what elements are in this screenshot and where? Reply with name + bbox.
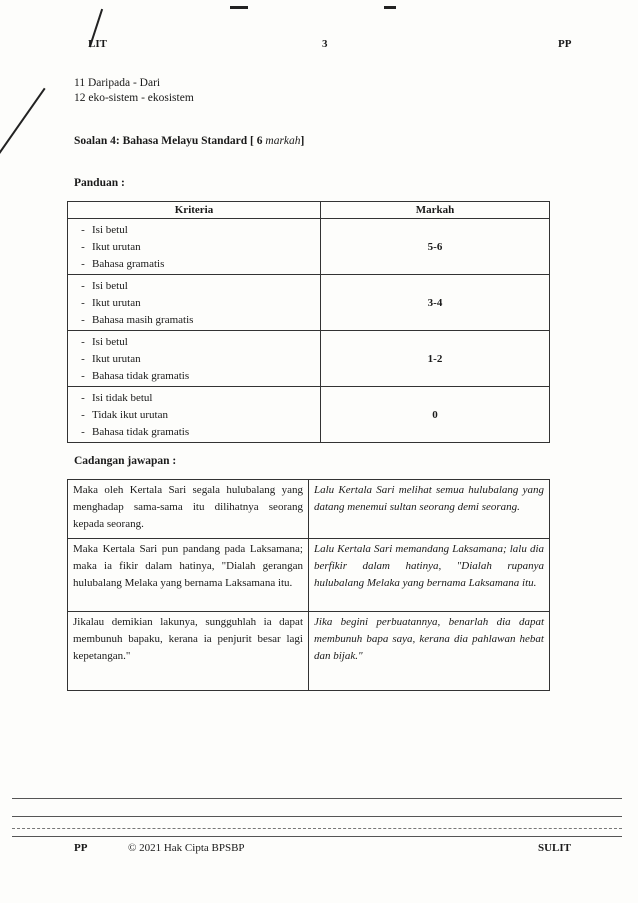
footer-copyright: © 2021 Hak Cipta BPSBP xyxy=(128,842,245,854)
rubric-mark-cell: 5-6 xyxy=(321,219,550,275)
rubric-mark-cell: 1-2 xyxy=(321,331,550,387)
criteria-item: Bahasa masih gramatis xyxy=(92,313,194,326)
header-left: LIT xyxy=(88,38,107,50)
rubric-mark-cell: 3-4 xyxy=(321,275,550,331)
criteria-item: Isi betul xyxy=(92,223,128,236)
answer-row xyxy=(68,539,550,612)
original-text-cell: Jikalau demikian lakunya, sungguhlah ia dapat membunuh bapaku, kerana ia penjurit besar lagi kepetangan." xyxy=(68,612,309,691)
rubric-row xyxy=(68,219,550,275)
answer-row xyxy=(68,612,550,691)
rubric-table xyxy=(67,201,550,443)
rubric-row xyxy=(68,387,550,443)
rubric-mark-cell: 0 xyxy=(321,387,550,443)
section-title-close: ] xyxy=(300,135,305,147)
footer-left: PP xyxy=(74,842,88,854)
criteria-item: Bahasa gramatis xyxy=(92,257,165,270)
criteria-item: Bahasa tidak gramatis xyxy=(92,425,190,438)
suggested-answer-cell: Lalu Kertala Sari melihat semua hulubalang yang datang menemui sultan seorang demi seorang. xyxy=(309,480,550,539)
rubric-header-marks: Markah xyxy=(321,202,550,219)
rubric-row xyxy=(68,331,550,387)
rubric-criteria-cell: - Isi betul - Ikut urutan - Bahasa masih gramatis xyxy=(68,275,321,331)
scan-dash-top-1 xyxy=(230,6,248,9)
section-title xyxy=(74,135,304,147)
rubric-row xyxy=(68,275,550,331)
suggested-answer-cell: Lalu Kertala Sari memandang Laksamana; lalu dia berfikir dalam hatinya, "Dialah rupanya hulubalang Melaka yang bernama Laksamana itu. xyxy=(309,539,550,612)
footer-rule xyxy=(12,836,622,837)
criteria-item: Ikut urutan xyxy=(92,296,141,309)
header-page-number: 3 xyxy=(322,38,328,50)
original-text-cell: Maka oleh Kertala Sari segala hulubalang yang menghadap sama-sama itu dilihatnya seorang kepada seorang. xyxy=(68,480,309,539)
section-title-text: Soalan 4: Bahasa Melayu Standard [ 6 xyxy=(74,135,266,147)
criteria-item: Tidak ikut urutan xyxy=(92,408,168,421)
criteria-item: Isi betul xyxy=(92,279,128,292)
footer-rule xyxy=(12,816,622,817)
rubric-header-criteria: Kriteria xyxy=(68,202,321,219)
vocab-list xyxy=(74,76,194,106)
criteria-item: Ikut urutan xyxy=(92,240,141,253)
panduan-label: Panduan : xyxy=(74,177,125,189)
footer-rule-dashed xyxy=(12,828,622,829)
answers-table xyxy=(67,479,550,691)
answer-row xyxy=(68,480,550,539)
rubric-criteria-cell: - Isi betul - Ikut urutan - Bahasa tidak gramatis xyxy=(68,331,321,387)
criteria-item: Isi betul xyxy=(92,335,128,348)
rubric-header-row xyxy=(68,202,550,219)
vocab-item: 11 Daripada - Dari xyxy=(74,77,161,89)
scan-stroke-left xyxy=(0,88,45,163)
footer-right: SULIT xyxy=(538,842,572,854)
cadangan-label: Cadangan jawapan : xyxy=(74,455,177,467)
criteria-item: Isi tidak betul xyxy=(92,391,153,404)
header-right: PP xyxy=(558,38,572,50)
criteria-item: Ikut urutan xyxy=(92,352,141,365)
rubric-criteria-cell: - Isi betul - Ikut urutan - Bahasa gramatis xyxy=(68,219,321,275)
rubric-criteria-cell: - Isi tidak betul - Tidak ikut urutan - Bahasa tidak gramatis xyxy=(68,387,321,443)
vocab-item: 12 eko-sistem - ekosistem xyxy=(74,92,194,104)
criteria-item: Bahasa tidak gramatis xyxy=(92,369,190,382)
original-text-cell: Maka Kertala Sari pun pandang pada Laksamana; maka ia fikir dalam hatinya, "Dialah gerangan hulubalang Melaka yang bernama Laksamana itu. xyxy=(68,539,309,612)
suggested-answer-cell: Jika begini perbuatannya, benarlah dia dapat membunuh bapa saya, kerana dia pahlawan hebat dan bijak." xyxy=(309,612,550,691)
footer-rule xyxy=(12,798,622,799)
scan-dash-top-2 xyxy=(384,6,396,9)
section-marks: markah xyxy=(265,135,301,147)
